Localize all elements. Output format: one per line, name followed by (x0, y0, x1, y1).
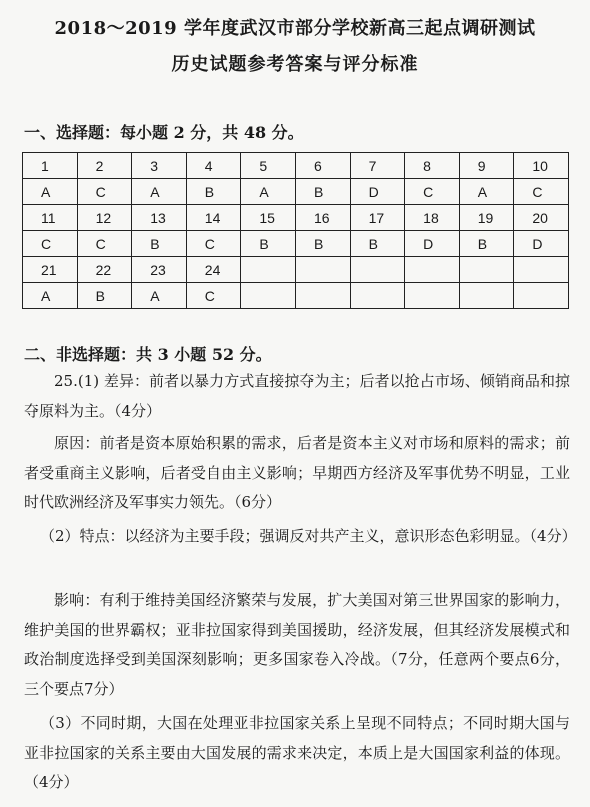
answer-cell: A (132, 283, 187, 309)
answer-row (23, 283, 569, 309)
question-number-cell (241, 257, 296, 283)
question-number-cell: 13 (132, 205, 187, 231)
answer-cell: B (459, 231, 514, 257)
question-number-cell: 20 (514, 205, 569, 231)
answer-cell: C (186, 231, 241, 257)
answer-cell: C (186, 283, 241, 309)
answer-paragraph: 原因：前者是资本原始积累的需求，后者是资本主义对市场和原料的需求；前者受重商主义影响，后者受自由主义影响；早期西方经济及军事优势不明显，工业时代欧洲经济及军事实力领先。（6分） (24, 434, 570, 511)
question-number-cell (295, 257, 350, 283)
question-number-cell: 15 (241, 205, 296, 231)
question-number-cell: 3 (132, 153, 187, 179)
section-heading-multiple-choice: 一、选择题：每小题 2 分，共 48 分。 (24, 123, 304, 142)
answer-cell: C (77, 179, 132, 205)
question-number-cell: 19 (459, 205, 514, 231)
question-number-row (23, 205, 569, 231)
answer-paragraph: （3）不同时期，大国在处理亚非拉国家关系上呈现不同特点；不同时期大国与亚非拉国家的关系主要由大国发展的需求来决定，本质上是大国国家利益的体现。（4分） (24, 714, 570, 791)
answer-cell: A (241, 179, 296, 205)
answer-table (22, 152, 569, 309)
question-number-cell: 14 (186, 205, 241, 231)
question-number-cell: 4 (186, 153, 241, 179)
question-number-row (23, 257, 569, 283)
answer-paragraph: （2）特点：以经济为主要手段；强调反对共产主义，意识形态色彩明显。（4分） (40, 527, 577, 545)
question-number-cell: 2 (77, 153, 132, 179)
answer-row (23, 231, 569, 257)
question-number-cell: 17 (350, 205, 405, 231)
question-number-cell: 24 (186, 257, 241, 283)
answer-cell (514, 283, 569, 309)
answer-cell (459, 283, 514, 309)
question-number-cell: 1 (23, 153, 78, 179)
answer-cell: D (350, 179, 405, 205)
question-number-cell: 21 (23, 257, 78, 283)
answer-cell: B (77, 283, 132, 309)
answer-cell: B (186, 179, 241, 205)
question-number-cell: 8 (405, 153, 460, 179)
answer-cell (295, 283, 350, 309)
answer-cell (405, 283, 460, 309)
answer-cell: A (23, 179, 78, 205)
question-number-cell: 12 (77, 205, 132, 231)
answer-cell: A (132, 179, 187, 205)
answer-cell: D (514, 231, 569, 257)
answer-row (23, 179, 569, 205)
answer-cell: B (295, 179, 350, 205)
section-heading-non-choice: 二、非选择题：共 3 小题 52 分。 (24, 345, 272, 364)
question-number-cell: 7 (350, 153, 405, 179)
answer-cell: A (23, 283, 78, 309)
page-title: 2018～2019 学年度武汉市部分学校新高三起点调研测试 (54, 18, 536, 39)
question-number-cell: 9 (459, 153, 514, 179)
answer-cell: B (295, 231, 350, 257)
question-number-cell: 22 (77, 257, 132, 283)
question-number-cell: 16 (295, 205, 350, 231)
question-number-cell (459, 257, 514, 283)
answer-cell: A (459, 179, 514, 205)
answer-cell (350, 283, 405, 309)
answer-cell: B (350, 231, 405, 257)
answer-paragraph: 25.(1) 差异：前者以暴力方式直接掠夺为主；后者以抢占市场、倾销商品和掠夺原料为主。（4分） (24, 372, 570, 420)
question-number-cell: 18 (405, 205, 460, 231)
question-number-cell (350, 257, 405, 283)
question-number-cell: 10 (514, 153, 569, 179)
question-number-cell: 23 (132, 257, 187, 283)
answer-cell (241, 283, 296, 309)
answer-cell: B (241, 231, 296, 257)
answer-cell: C (405, 179, 460, 205)
page-subtitle: 历史试题参考答案与评分标准 (171, 54, 419, 75)
answer-paragraph: 影响：有利于维持美国经济繁荣与发展，扩大美国对第三世界国家的影响力，维护美国的世界霸权；亚非拉国家得到美国援助，经济发展，但其经济发展模式和政治制度选择受到美国深刻影响；更多国家卷入冷战。（7分，任意两个要点6分，三个要点7分） (24, 591, 570, 698)
question-number-cell: 5 (241, 153, 296, 179)
question-number-cell: 11 (23, 205, 78, 231)
question-number-cell: 6 (295, 153, 350, 179)
question-number-cell (514, 257, 569, 283)
answer-cell: C (23, 231, 78, 257)
question-number-row (23, 153, 569, 179)
answer-cell: C (77, 231, 132, 257)
question-number-cell (405, 257, 460, 283)
answer-cell: B (132, 231, 187, 257)
answer-cell: C (514, 179, 569, 205)
answer-cell: D (405, 231, 460, 257)
